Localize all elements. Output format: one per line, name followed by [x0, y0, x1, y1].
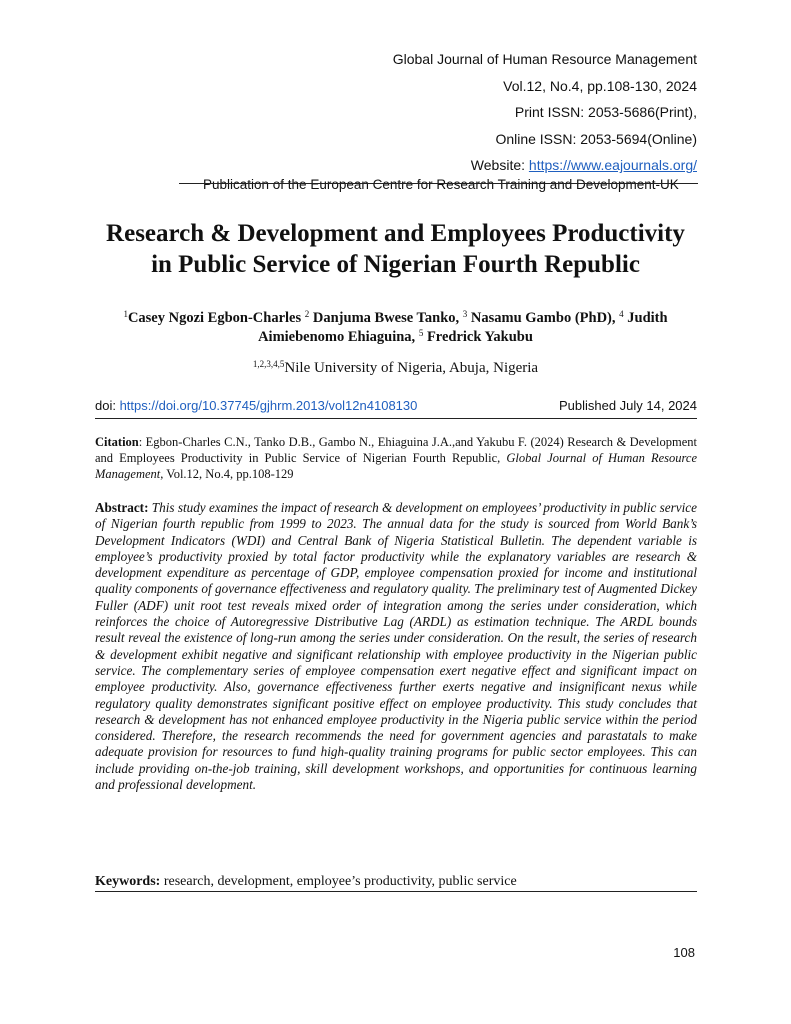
doi-label: doi:: [95, 398, 120, 413]
website-line: [393, 152, 697, 179]
online-issn: Online ISSN: 2053-5694(Online): [495, 130, 697, 147]
journal-volume: Vol.12, No.4, pp.108-130, 2024: [503, 77, 697, 94]
keywords-text: research, development, employee’s productivity, public service: [160, 874, 517, 889]
abstract-label: Abstract:: [95, 500, 149, 515]
affiliation-text: Nile University of Nigeria, Abuja, Nigeria: [284, 360, 539, 376]
author-name: Aimiebenomo Ehiaguina,: [258, 329, 419, 345]
author-name: Casey Ngozi Egbon-Charles: [127, 310, 305, 326]
website-link[interactable]: https://www.eajournals.org/: [528, 157, 697, 173]
author-name: Judith: [623, 310, 668, 326]
author-sup: 1: [123, 309, 128, 319]
doi: [95, 398, 417, 413]
author-line-1: [0, 309, 791, 328]
abstract: [95, 500, 697, 793]
abstract-text: This study examines the impact of research & development on employees’ productivity in public service of Nigerian fourth republic from 1999 to 2023. The annual data for the study is sourced from World Bank’s Development Indicators (WDI) and Central Bank of Nigeria Statistical Bulletin. The dependent variable is employee’s productivity proxied by total factor productivity while the explanatory variables are research & development expenditure as percentage of GDP, employee compensation proxied for income and institutional quality components of governance effectiveness and regulatory quality. The preliminary test of Augmented Dickey Fuller (ADF) unit root test reveals mixed order of integration among the series under consideration, which reinforces the choice of Autoregressive Distributive Lag (ARDL) as estimation technique. The ARDL bounds result reveal the existence of long-run among the series under consideration. On the result, the series of research & development exhibit negative and significant relationship with employee productivity in the Nigerian public service. The complementary series of employee compensation exert negative effect and significant impact on employee productivity. Also, governance effectiveness further exerts negative and insignificant nexus while regulatory quality demonstrates significant positive effect on employee productivity. This study concludes that research & development has not enhanced employee productivity in the Nigeria public service within the period considered. Therefore, the research recommends the need for government agencies and parastatals to make adequate provision for resources to fund high-quality training programs for public sector employees. This can include providing on-the-job training, skill development workshops, and opportunities for continuous learning and professional development.: [95, 500, 697, 793]
published-date: Published July 14, 2024: [558, 398, 697, 413]
author-sup: 2: [304, 309, 310, 319]
doi-row: [95, 398, 697, 416]
keywords: [95, 874, 697, 890]
author-sup: 4: [619, 309, 624, 319]
author-name: Nasamu Gambo (PhD),: [467, 310, 620, 326]
journal-name: Global Journal of Human Resource Management: [392, 51, 697, 67]
paper-title: [0, 218, 791, 280]
doi-divider: [95, 418, 697, 419]
doi-link[interactable]: https://doi.org/10.37745/gjhrm.2013/vol12n4108130: [119, 398, 418, 413]
title-line-1: Research & Development and Employees Productivity: [106, 220, 685, 247]
citation: [95, 434, 697, 482]
publisher-line: Publication of the European Centre for Research Training and Development-UK: [203, 177, 679, 192]
citation-journal: Global Journal of Human Resource Management: [95, 451, 697, 481]
affiliation: [0, 360, 791, 377]
citation-tail: , Vol.12, No.4, pp.108-129: [160, 467, 294, 481]
website-label: Website:: [470, 157, 529, 173]
header-divider: [179, 183, 698, 184]
author-name: Fredrick Yakubu: [423, 329, 533, 345]
citation-text: : Egbon-Charles C.N., Tanko D.B., Gambo N., Ehiaguina J.A.,and Yakubu F. (2024) Research & Development and Employees Productivity in Public Service of Nigerian Fourth Republic,: [95, 435, 697, 465]
page-number: 108: [673, 945, 695, 960]
keywords-label: Keywords:: [95, 874, 161, 889]
title-line-2: in Public Service of Nigerian Fourth Republic: [151, 251, 640, 278]
journal-header: [393, 46, 697, 179]
author-sup: 3: [462, 309, 468, 319]
keywords-divider: [95, 891, 697, 892]
author-name: Danjuma Bwese Tanko,: [309, 310, 463, 326]
author-sup: 5: [418, 328, 424, 338]
citation-label: Citation: [95, 435, 139, 449]
affiliation-sup: 1,2,3,4,5: [252, 359, 285, 369]
author-list: [0, 309, 791, 347]
author-line-2: [0, 328, 791, 347]
print-issn: Print ISSN: 2053-5686(Print),: [514, 104, 697, 120]
